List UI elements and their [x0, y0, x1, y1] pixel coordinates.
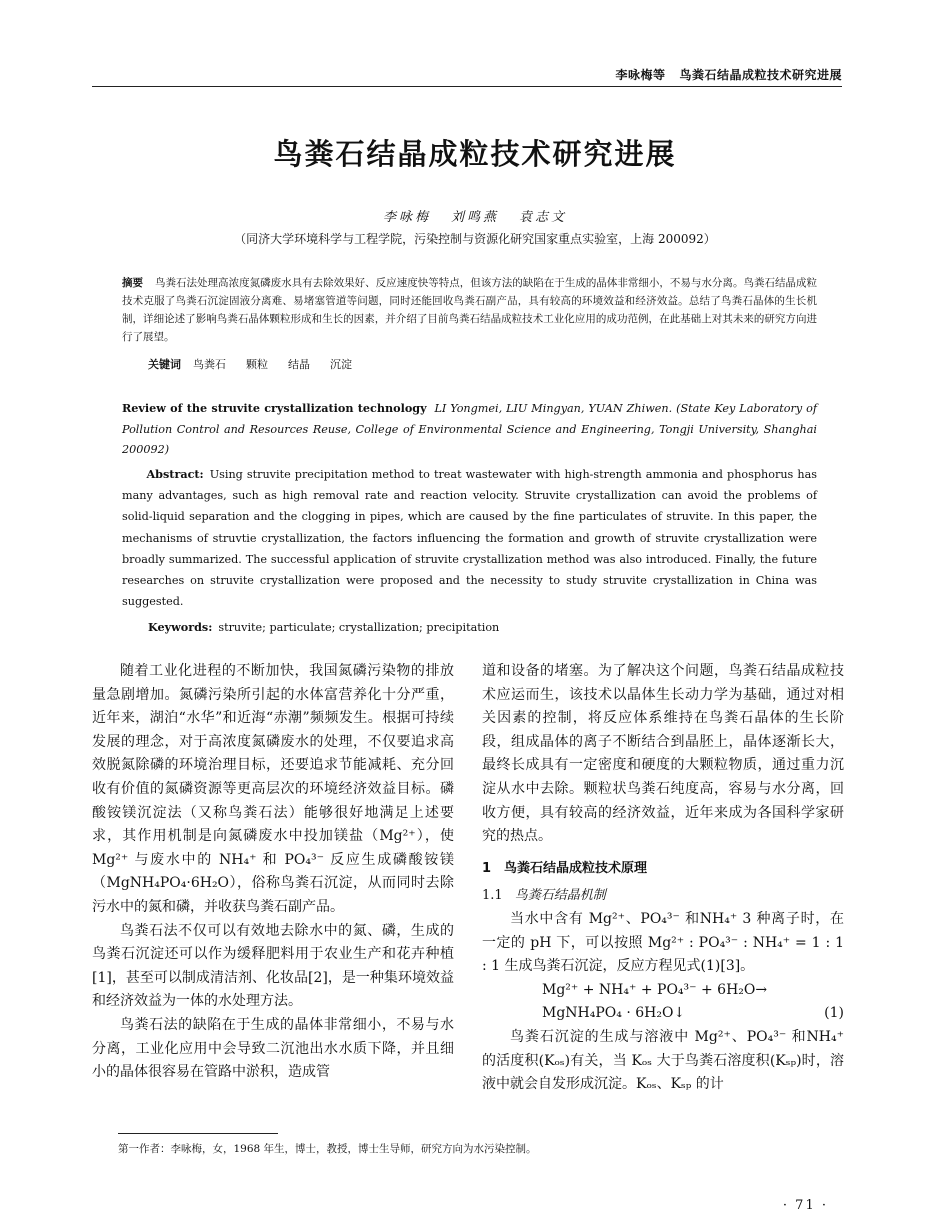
footnote: 第一作者：李咏梅，女，1968 年生，博士，教授，博士生导师，研究方向为水污染控制。	[118, 1143, 537, 1155]
body-paragraph: 道和设备的堵塞。为了解决这个问题，鸟粪石结晶成粒技术应运而生，该技术以晶体生长动力学为基础，通过对相关因素的控制，将反应体系维持在鸟粪石晶体的生长阶段，组成晶体的离子不断结合到晶胚上，晶体逐渐长大，最终长成具有一定密度和硬度的大颗粒物质，通过重力沉淀从水中去除。颗粒状鸟粪石纯度高，容易与水分离，回收方便，具有较高的经济效益，近年来成为各国科学家研究的热点。	[482, 663, 844, 845]
keyword: 结晶	[288, 358, 310, 371]
equation-number: (1)	[824, 1005, 844, 1022]
english-keywords-text: struvite; particulate; crystallization; precipitation	[218, 621, 500, 634]
english-abstract	[122, 464, 817, 612]
english-affiliation: (State Key Laboratory of Pollution Control and Resources Reuse, College of Environmental Science and Engineering, Tongji University, Shanghai 200092)	[122, 402, 817, 456]
body-column-right	[482, 660, 844, 1097]
english-title-block	[122, 398, 817, 461]
english-title: Review of the struvite crystallization technology	[122, 401, 427, 415]
affiliation: （同济大学环境科学与工程学院，污染控制与资源化研究国家重点实验室，上海 200092）	[234, 232, 716, 246]
english-abstract-text: Using struvite precipitation method to treat wastewater with high-strength ammonia and phosphorus has many advantages, such as high removal rate and reaction velocity. Struvite crystallization can avoid the problems of solid-liquid separation and the clogging in pipes, which are caused by the fine particulates of struvite. In this paper, the mechanisms of struvtie crystallization, the factors influencing the formation and growth of struvite crystallization were broadly summarized. The successful application of struvite crystallization method was also introduced. Finally, the future researches on struvite crystallization were proposed and the necessity to study struvite crystallization in China was suggested.	[122, 468, 817, 609]
keyword: 鸟粪石	[193, 358, 226, 371]
equation-line	[482, 1002, 844, 1026]
author-name: 刘鸣燕	[450, 210, 499, 225]
paper-title: 鸟粪石结晶成粒技术研究进展	[273, 137, 677, 171]
abstract-label: 摘要	[122, 277, 144, 289]
body-paragraph: 当水中含有 Mg²⁺、PO₄³⁻ 和NH₄⁺ 3 种离子时，在一定的 pH 下，可以按照 Mg²⁺ : PO₄³⁻ : NH₄⁺ = 1 : 1 : 1 生成鸟粪石沉淀，反应方程见式(1)[3]。	[482, 910, 844, 975]
english-keywords	[148, 620, 499, 634]
subsection-title: 鸟粪石结晶机制	[514, 888, 606, 904]
abstract-text: 鸟粪石法处理高浓度氮磷废水具有去除效果好、反应速度快等特点，但该方法的缺陷在于生成的晶体非常细小，不易与水分离。鸟粪石结晶成粒技术克服了鸟粪石沉淀固液分离难、易堵塞管道等问题，同时还能回收鸟粪石副产品，具有较高的环境效益和经济效益。总结了鸟粪石晶体的生长机制，详细论述了影响鸟粪石晶体颗粒形成和生长的因素，并介绍了目前鸟粪石结晶成粒技术工业化应用的成功范例，在此基础上对其未来的研究方向进行了展望。	[122, 277, 817, 343]
running-header-title: 鸟粪石结晶成粒技术研究进展	[679, 68, 842, 82]
subsection-number: 1.1	[482, 888, 503, 904]
author-list	[0, 206, 950, 225]
equation-product: MgNH₄PO₄ · 6H₂O↓	[542, 1005, 686, 1022]
keyword: 沉淀	[330, 358, 352, 371]
keywords-label: 关键词	[148, 358, 181, 371]
running-header	[615, 66, 842, 83]
english-abstract-label: Abstract:	[146, 467, 204, 481]
chinese-keywords	[148, 356, 372, 372]
equation-line: Mg²⁺ + NH₄⁺ + PO₄³⁻ + 6H₂O→	[542, 981, 768, 998]
page-number: · 71 ·	[782, 1198, 828, 1213]
body-paragraph: 鸟粪石法不仅可以有效地去除水中的氮、磷，生成的鸟粪石沉淀还可以作为缓释肥料用于农业生产和花卉种植[1]，甚至可以制成清洁剂、化妆品[2]，是一种集环境效益和经济效益为一体的水处理方法。	[92, 922, 454, 1010]
subsection-heading	[482, 884, 844, 908]
body-paragraph: 鸟粪石法的缺陷在于生成的晶体非常细小，不易与水分离，工业化应用中会导致二沉池出水水质下降，并且细小的晶体很容易在管路中淤积，造成管	[92, 1016, 454, 1081]
english-authors: LI Yongmei, LIU Mingyan, YUAN Zhiwen.	[434, 402, 673, 415]
chinese-abstract	[122, 274, 817, 346]
body-column-left	[92, 660, 454, 1085]
footnote-rule	[118, 1133, 278, 1134]
author-name: 袁志文	[519, 210, 568, 225]
section-heading: 1 鸟粪石结晶成粒技术原理	[482, 860, 648, 876]
body-paragraph: 鸟粪石沉淀的生成与溶液中 Mg²⁺、PO₄³⁻ 和NH₄⁺ 的活度积(Kₒₛ)有关，当 Kₒₛ 大于鸟粪石溶度积(Kₛₚ)时，溶液中就会自发形成沉淀。Kₒₛ、Kₛₚ 的计	[482, 1028, 844, 1093]
header-rule	[92, 86, 842, 87]
english-keywords-label: Keywords:	[148, 620, 213, 634]
body-paragraph: 随着工业化进程的不断加快，我国氮磷污染物的排放量急剧增加。氮磷污染所引起的水体富营养化十分严重，近年来，湖泊“水华”和近海“赤潮”频频发生。根据可持续发展的理念，对于高浓度氮磷废水的处理，不仅要追求高效脱氮除磷的环境治理目标，还要追求节能减耗、充分回收有价值的氮磷资源等更高层次的环境经济效益目标。磷酸铵镁沉淀法（又称鸟粪石法）能够很好地满足上述要求，其作用机制是向氮磷废水中投加镁盐（Mg²⁺），使 Mg²⁺ 与废水中的 NH₄⁺ 和 PO₄³⁻ 反应生成磷酸铵镁（MgNH₄PO₄·6H₂O），俗称鸟粪石沉淀，从而同时去除污水中的氮和磷，并收获鸟粪石副产品。	[92, 663, 454, 915]
running-header-authors: 李咏梅等	[615, 68, 666, 82]
keyword: 颗粒	[246, 358, 268, 371]
author-name: 李咏梅	[382, 210, 431, 225]
